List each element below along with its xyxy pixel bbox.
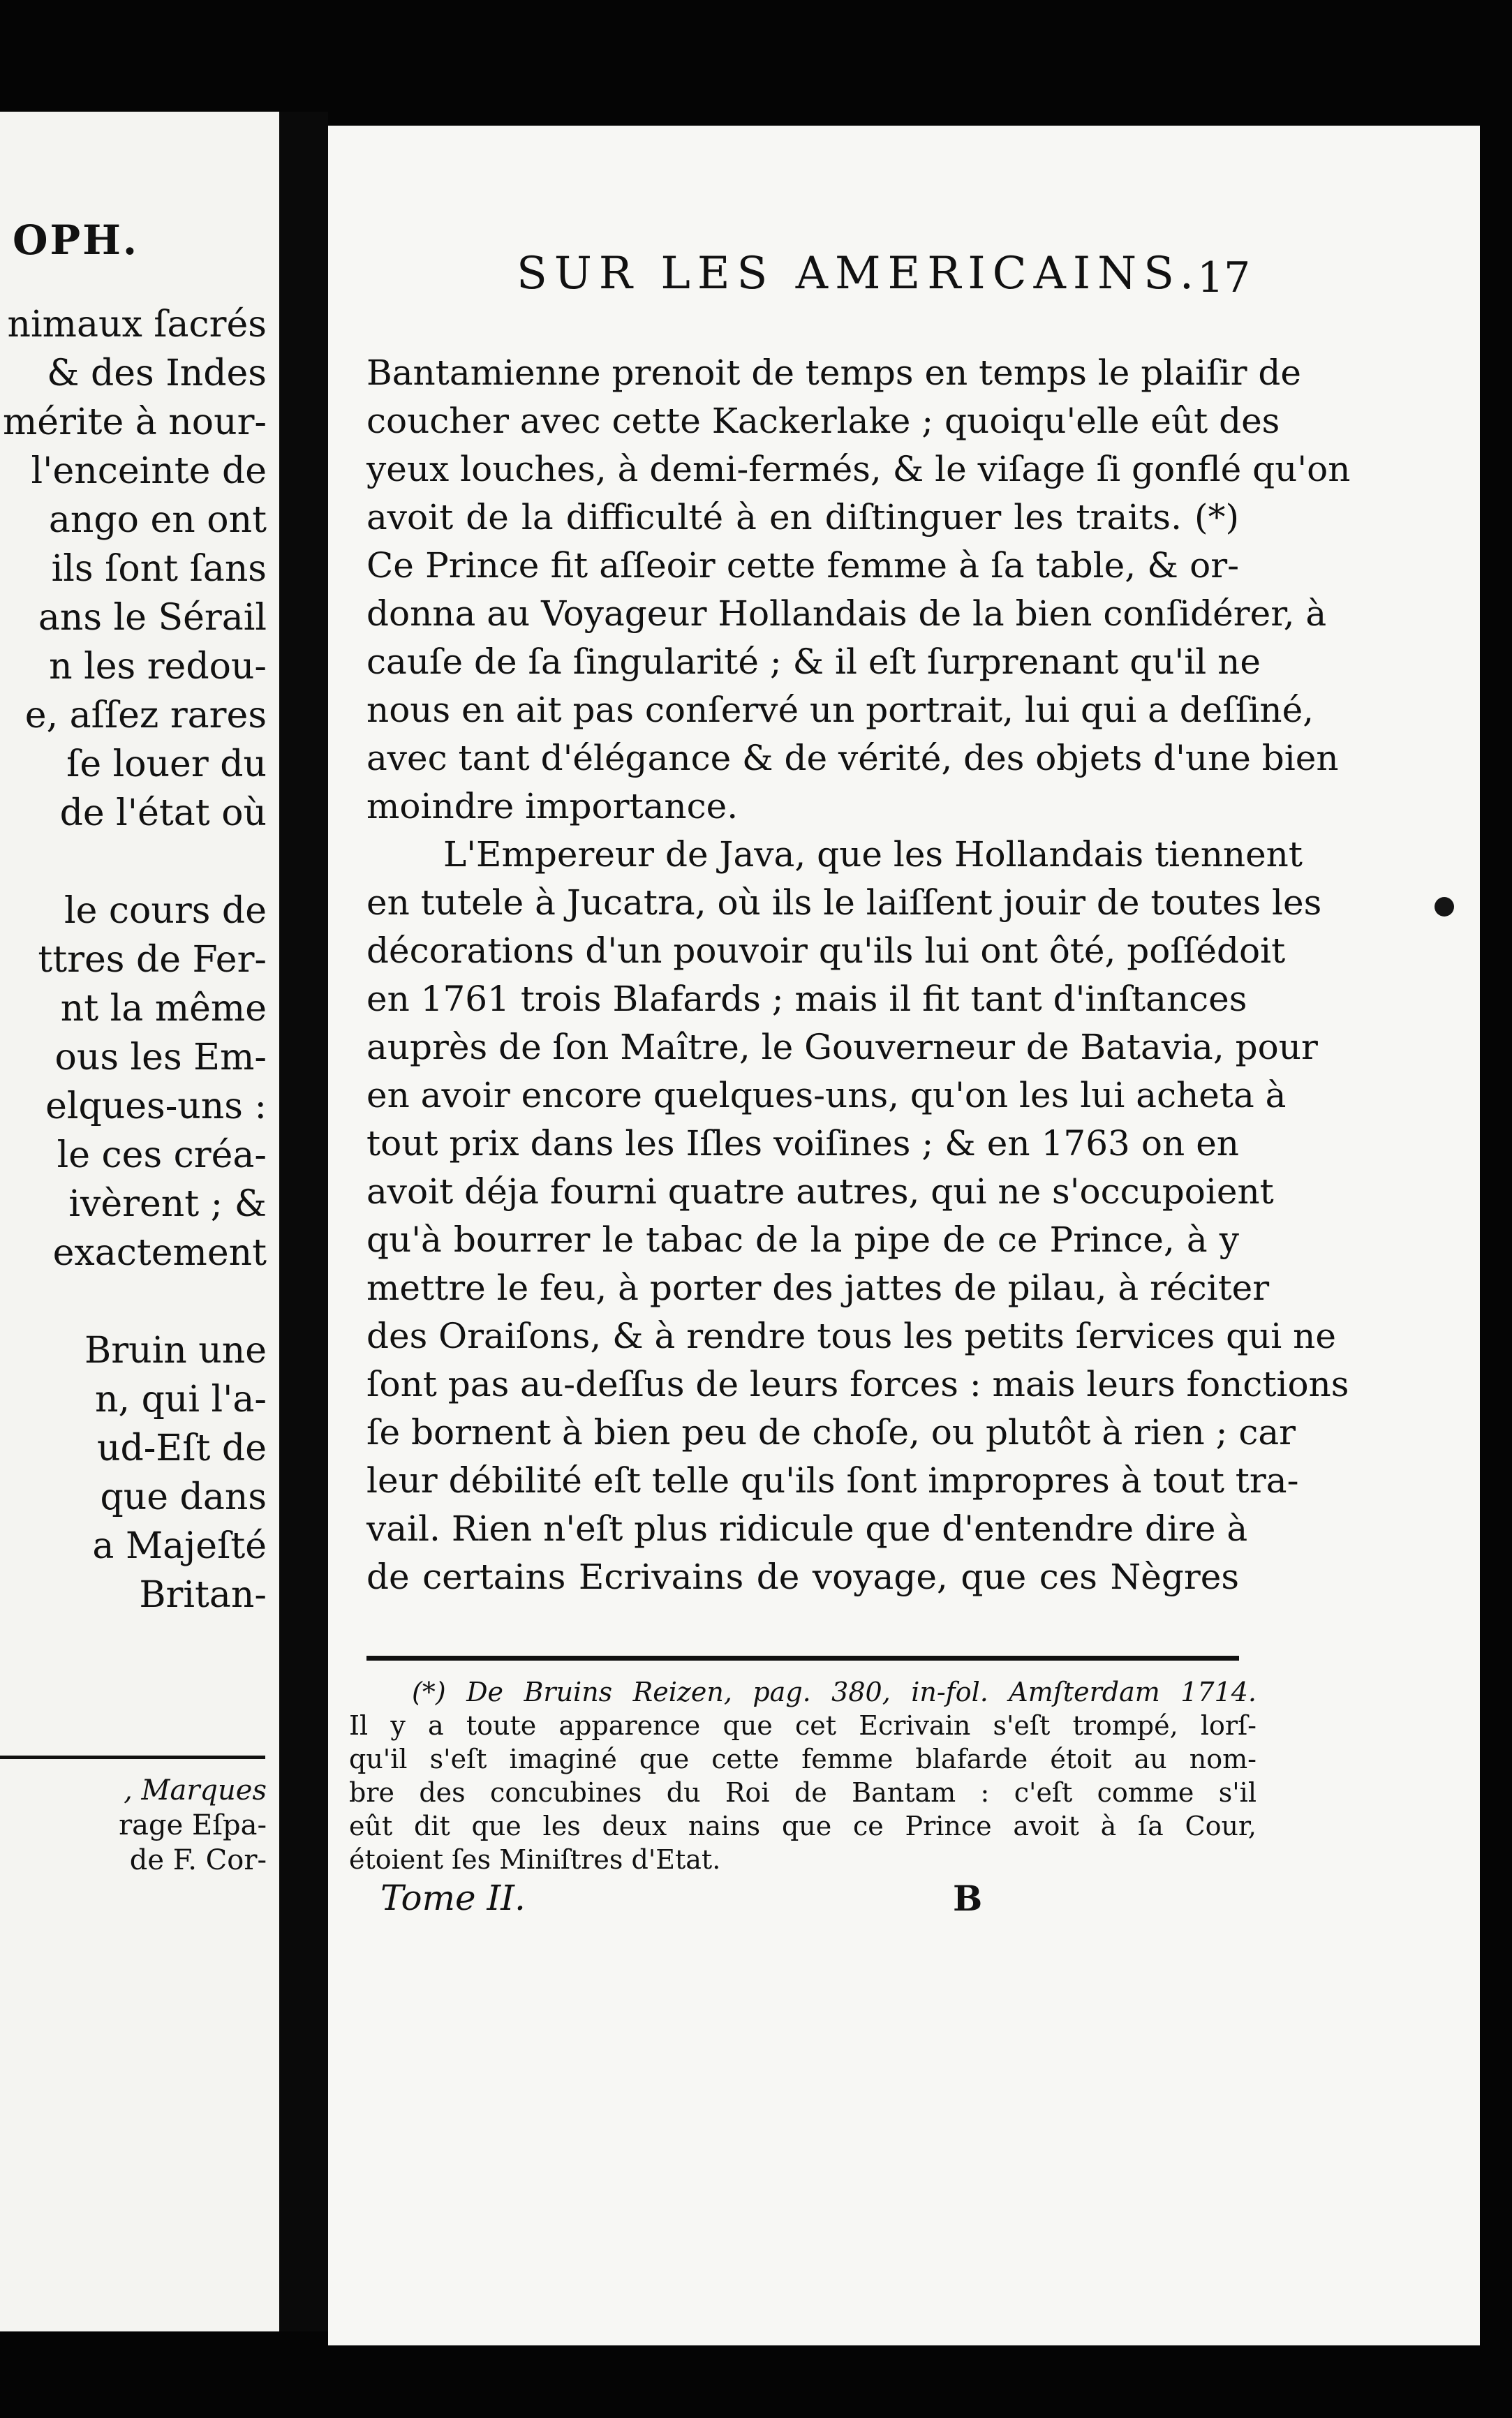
footnote-line: (*) De Bruins Reizen, pag. 380, in-fol. Amſterdam 1714. [412, 1677, 1257, 1707]
text-line: en avoir encore quelques-uns, qu'on les lui acheta à [366, 1075, 1287, 1115]
text-line: avec tant d'élégance & de vérité, des objets d'une bien [366, 738, 1339, 778]
left-text-line: e, aſſez rares [24, 695, 267, 736]
book-gutter [279, 112, 328, 2331]
left-footnote-line: de F. Cor- [129, 1844, 267, 1876]
text-line: donna au Voyageur Hollandais de la bien conſidérer, à [366, 593, 1327, 634]
left-running-head: OPH. [13, 216, 140, 264]
left-footnotes [0, 1773, 279, 1878]
left-text-line: ſe louer du [66, 743, 267, 785]
text-line: avoit déja fourni quatre autres, qui ne s'occupoient [366, 1171, 1274, 1212]
left-body-text [0, 300, 279, 1619]
running-head [328, 248, 1480, 311]
text-line: auprès de ſon Maître, le Gouverneur de Batavia, pour [366, 1027, 1318, 1067]
page-foot [380, 1878, 1079, 1934]
left-text-line: que dans [100, 1476, 267, 1518]
text-line: L'Empereur de Java, que les Hollandais tiennent [443, 834, 1303, 875]
left-text-line: ils ſont ſans [51, 548, 267, 590]
left-text-line: Bruin une [84, 1330, 267, 1372]
left-text-line [0, 1277, 279, 1326]
left-text-line: mérite à nour- [2, 401, 267, 443]
text-line: tout prix dans les Iſles voiſines ; & en 1763 on en [366, 1123, 1239, 1164]
left-page-fragment [0, 112, 279, 2331]
text-line: décorations d'un pouvoir qu'ils lui ont ôté, poſſédoit [366, 930, 1286, 971]
left-footnote-divider [0, 1756, 265, 1759]
page-number: 17 [1197, 253, 1251, 302]
left-text-line: ous les Em- [54, 1037, 267, 1078]
running-title: SUR LES AMERICAINS. [517, 248, 1201, 299]
text-line: ſont pas au-deſſus de leurs forces : mais leurs fonctions [366, 1364, 1349, 1404]
footnote-line: eût dit que les deux nains que ce Prince avoit à ſa Cour, [349, 1811, 1257, 1841]
text-line: des Oraiſons, & à rendre tous les petits ſervices qui ne [366, 1316, 1336, 1356]
body-text [366, 349, 1351, 1601]
left-text-line: nt la même [60, 988, 267, 1030]
text-line: Bantamienne prenoit de temps en temps le plaiſir de [366, 353, 1301, 393]
left-text-line: ttres de Fer- [38, 939, 267, 981]
left-text-line: ivèrent ; & [68, 1183, 267, 1225]
footnote-line: bre des concubines du Roi de Bantam : c'eſt comme s'il [349, 1777, 1257, 1808]
left-text-line: elques-uns : [45, 1085, 267, 1127]
footnote-line: Il y a toute apparence que cet Ecrivain s'eſt trompé, lorſ- [349, 1710, 1257, 1741]
text-line: coucher avec cette Kackerlake ; quoiqu'elle eût des [366, 401, 1280, 441]
footnote-line: qu'il s'eſt imaginé que cette femme blafarde étoit au nom- [349, 1744, 1257, 1774]
text-line: qu'à bourrer le tabac de la pipe de ce Prince, à y [366, 1219, 1239, 1260]
left-text-line: l'enceinte de [31, 450, 267, 492]
left-footnote-line: , Marques [124, 1774, 267, 1807]
text-line: nous en ait pas conſervé un portrait, lui qui a deſſiné, [366, 690, 1314, 730]
left-text-line: exactement [52, 1232, 267, 1274]
text-line: ſe bornent à bien peu de choſe, ou plutôt à rien ; car [366, 1412, 1296, 1453]
left-text-line: Britan- [139, 1574, 267, 1616]
footnote-divider [366, 1656, 1239, 1661]
left-text-line: nimaux ſacrés [7, 304, 267, 346]
text-line: leur débilité eſt telle qu'ils ſont impropres à tout tra- [366, 1460, 1299, 1501]
text-line: de certains Ecrivains de voyage, que ces Nègres [366, 1557, 1239, 1597]
text-line: avoit de la difficulté à en diſtinguer les traits. (*) [366, 497, 1239, 537]
left-text-line [0, 838, 279, 887]
volume-label: Tome II. [380, 1878, 526, 1918]
text-line: en 1761 trois Blafards ; mais il fit tant d'inſtances [366, 979, 1247, 1019]
text-line: en tutele à Jucatra, où ils le laiſſent jouir de toutes les [366, 882, 1322, 923]
footnotes [349, 1675, 1257, 1876]
left-text-line: n les redou- [49, 646, 267, 688]
text-line: moindre importance. [366, 786, 739, 826]
left-text-line: le ces créa- [57, 1134, 267, 1176]
left-footnote-line: rage Eſpa- [119, 1809, 267, 1841]
text-line: mettre le feu, à porter des jattes de pilau, à réciter [366, 1268, 1270, 1308]
signature-mark: B [953, 1878, 983, 1919]
left-text-line: ud-Eſt de [96, 1427, 267, 1469]
left-text-line: a Majeſté [92, 1525, 267, 1567]
left-text-line: n, qui l'a- [95, 1379, 267, 1421]
text-line: vail. Rien n'eſt plus ridicule que d'entendre dire à [366, 1508, 1248, 1549]
text-line: Ce Prince fit aſſeoir cette femme à ſa table, & or- [366, 545, 1239, 586]
left-text-line: ango en ont [48, 499, 267, 541]
footnote-line: étoient ſes Miniſtres d'Etat. [349, 1844, 721, 1875]
text-line: yeux louches, à demi-fermés, & le viſage ſi gonflé qu'on [366, 449, 1351, 489]
left-text-line: & des Indes [47, 353, 267, 394]
right-page [328, 126, 1480, 2345]
text-line: cauſe de ſa ſingularité ; & il eſt ſurprenant qu'il ne [366, 641, 1261, 682]
left-text-line: ans le Sérail [38, 597, 267, 639]
left-text-line: le cours de [64, 890, 267, 932]
left-text-line: de l'état où [59, 792, 267, 834]
ink-spot [1435, 897, 1454, 917]
